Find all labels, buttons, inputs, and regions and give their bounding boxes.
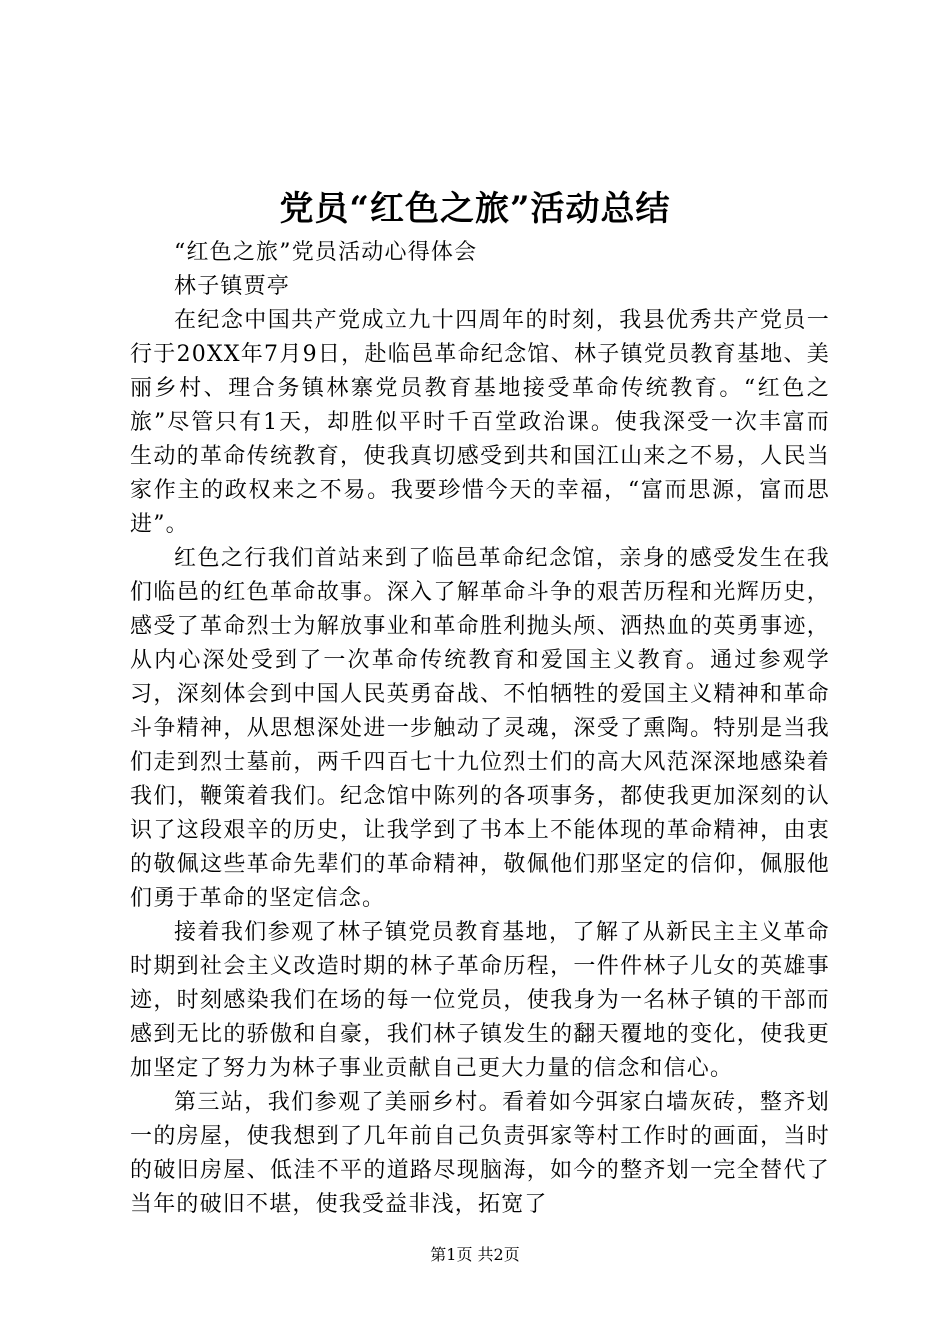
page-number-footer: 第1页 共2页 [430, 1245, 520, 1264]
paragraph: 在纪念中国共产党成立九十四周年的时刻，我县优秀共产党员一行于20XX年7月9日，赴临邑革命纪念馆、林子镇党员教育基地、美丽乡村、理合务镇林寨党员教育基地接受革命传统教育。“红色之旅”尽管只有1天，却胜似平时千百堂政治课。使我深受一次丰富而生动的革命传统教育，使我真切感受到共和国江山来之不易，人民当家作主的政权来之不易。我要珍惜今天的幸福，“富而思源，富而思进”。 [130, 308, 830, 537]
paragraph: 接着我们参观了林子镇党员教育基地，了解了从新民主主义革命时期到社会主义改造时期的林子革命历程，一件件林子儿女的英雄事迹，时刻感染我们在场的每一位党员，使我身为一名林子镇的干部而感到无比的骄傲和自豪，我们林子镇发生的翻天覆地的变化，使我更加坚定了努力为林子事业贡献自己更大力量的信念和信心。 [130, 920, 830, 1081]
paragraph: 第三站，我们参观了美丽乡村。看着如今弭家白墙灰砖，整齐划一的房屋，使我想到了几年前自己负责弭家等村工作时的画面，当时的破旧房屋、低洼不平的道路尽现脑海，如今的整齐划一完全替代了当年的破旧不堪，使我受益非浅，拓宽了 [130, 1090, 830, 1217]
author-line: 林子镇贾亭 [174, 274, 291, 299]
document-title: 党员“红色之旅”活动总结 [279, 189, 671, 229]
paragraph: 红色之行我们首站来到了临邑革命纪念馆，亲身的感受发生在我们临邑的红色革命故事。深入了解革命斗争的艰苦历程和光辉历史，感受了革命烈士为解放事业和革命胜利抛头颅、洒热血的英勇事迹，从内心深处受到了一次革命传统教育和爱国主义教育。通过参观学习，深刻体会到中国人民英勇奋战、不怕牺牲的爱国主义精神和革命斗争精神，从思想深处进一步触动了灵魂，深受了熏陶。特别是当我们走到烈士墓前，两千四百七十九位烈士们的高大风范深深地感染着我们，鞭策着我们。纪念馆中陈列的各项事务，都使我更加深刻的认识了这段艰辛的历史，让我学到了书本上不能体现的革命精神，由衷的敬佩这些革命先辈们的革命精神，敬佩他们那坚定的信仰，佩服他们勇于革命的坚定信念。 [130, 546, 830, 911]
document-body [130, 236, 830, 1222]
subtitle: “红色之旅”党员活动心得体会 [174, 240, 478, 265]
